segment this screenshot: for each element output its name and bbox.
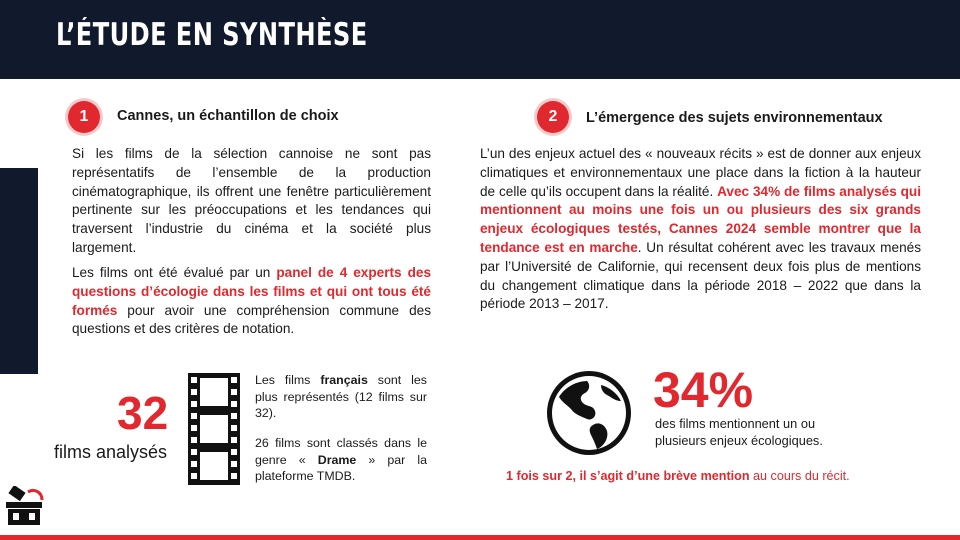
- section-1-paragraph-1: Si les films de la sélection cannoise ne sont pas représentatifs de l’ensemble de la production cinématographique, ils offrent une fenêtre particulièrement pertinente sur les préoccupations et les tendances qui traversent l’industrie du cinéma et la société plus largement.: [72, 146, 431, 255]
- films-count-label: films analysés: [54, 442, 168, 462]
- page-title: L’ÉTUDE EN SYNTHÈSE: [56, 17, 368, 53]
- bottom-accent-bar: [0, 535, 960, 540]
- percent-caption: des films mentionnent un ou plusieurs enjeux écologiques.: [655, 416, 823, 448]
- text-run: L’un des enjeux actuel des « nouveaux récits » est de donner aux enjeux climatiques et environnementaux une place dans la fiction à la hauteur de celle qu’ils occupent dans la réalité.: [480, 146, 921, 199]
- section-1-paragraph-2: [72, 264, 431, 339]
- text-run: au cours du récit.: [749, 469, 850, 483]
- section-2-badge: 2: [537, 101, 569, 133]
- text-run: 26 films sont classés dans le genre «: [255, 436, 427, 467]
- films-genre-text: [255, 435, 427, 485]
- header-bar: [0, 0, 960, 79]
- film-strip-icon: [188, 373, 240, 485]
- text-run: . Un résultat cohérent avec les travaux menés par l’Université de Californie, qui recensent deux fois plus de mentions du changement climatique dans la période 2018 – 2022 que dans la période 2013 – 2017.: [480, 239, 921, 312]
- side-accent-bar: [0, 168, 38, 374]
- percent-stat: 34%: [653, 362, 754, 418]
- cinema-logo-icon: [2, 486, 46, 528]
- text-run: sont les plus représentés (12 films sur 32).: [255, 373, 427, 421]
- text-bold: français: [320, 373, 368, 387]
- text-run: Les films: [255, 373, 321, 387]
- globe-icon: [545, 369, 633, 457]
- films-french-text: [255, 372, 427, 422]
- text-run: Les films ont été évalué par un: [72, 265, 277, 280]
- highlight-text: Avec 34% de films analysés qui mentionnent au moins une fois un ou plusieurs des six grands enjeux écologiques testés, Cannes 2024 semble montrer que la tendance est en marche: [480, 183, 921, 255]
- section-2-paragraph: [480, 145, 921, 314]
- films-count: 32: [117, 387, 169, 439]
- section-1-badge: 1: [68, 101, 100, 133]
- highlight-text: 1 fois sur 2, il s’agit d’une brève mention: [506, 469, 750, 483]
- section-2-title: L’émergence des sujets environnementaux: [586, 110, 883, 126]
- text-run: pour avoir une compréhension commune des questions et des critères de notation.: [72, 302, 431, 337]
- brief-mention-note: [506, 469, 850, 483]
- text-bold: Drame: [317, 452, 357, 467]
- text-run: » par la plateforme TMDB.: [255, 452, 428, 484]
- section-1-title: Cannes, un échantillon de choix: [117, 108, 339, 124]
- highlight-text: panel de 4 experts des questions d’écologie dans les films et qui ont tous été formés: [72, 265, 431, 318]
